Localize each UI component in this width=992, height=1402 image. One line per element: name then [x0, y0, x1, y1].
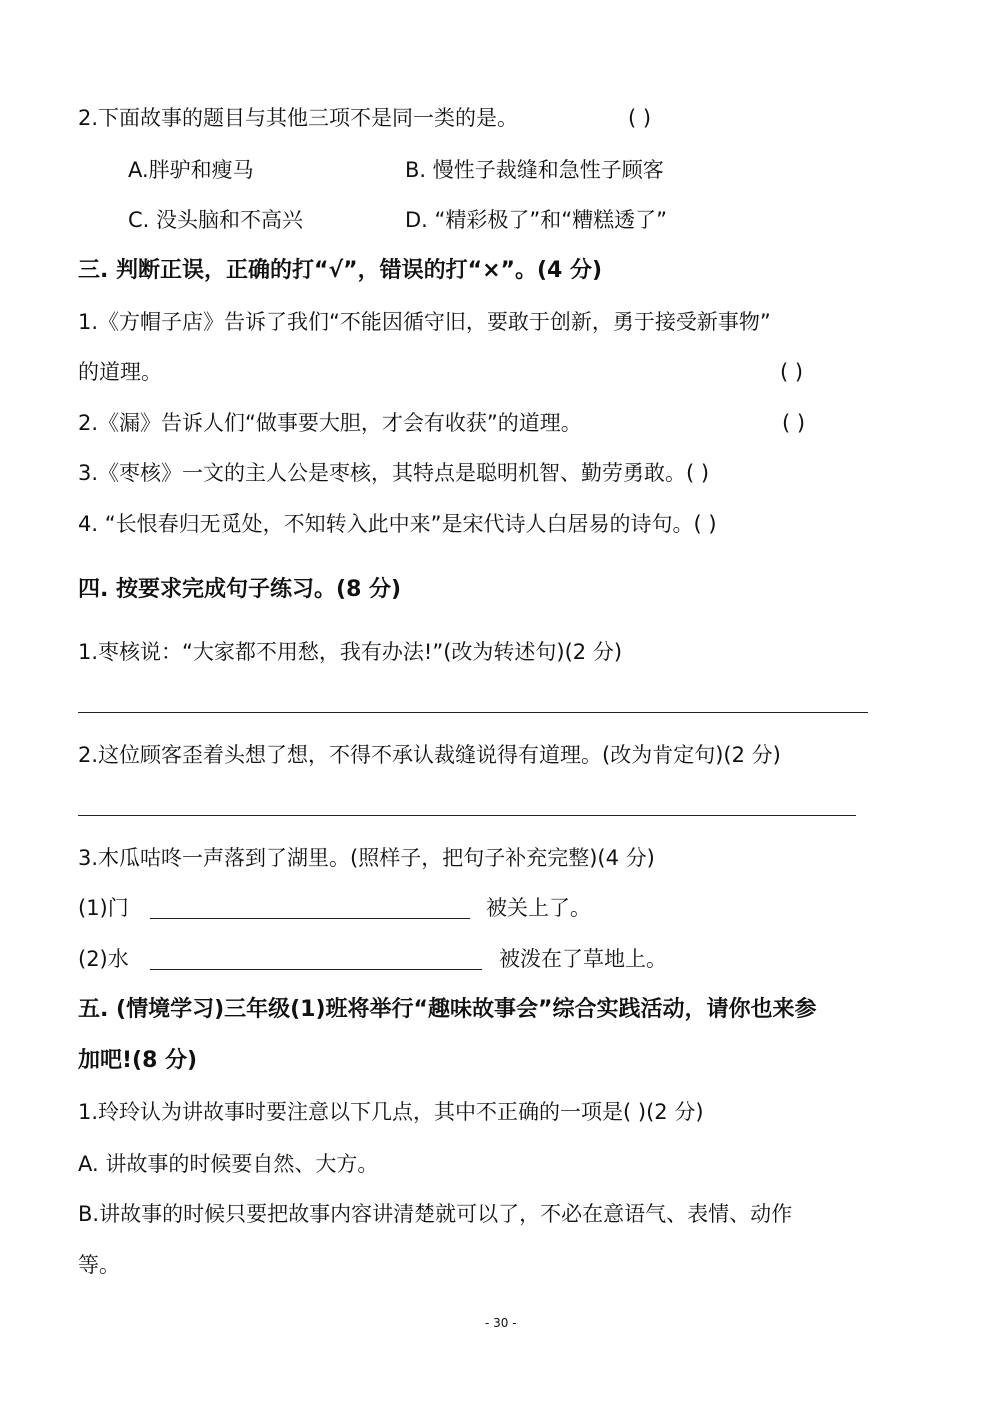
section-3-item-1-line1: 1.《方帽子店》告诉了我们“不能因循守旧，要敢于创新，勇于接受新事物” — [78, 310, 771, 334]
section-4-q3-2-suffix: 被泼在了草地上。 — [499, 947, 667, 971]
section-3-heading: 三. 判断正误，正确的打“√”，错误的打“×”。(4 分) — [78, 258, 603, 283]
section-4-question-3: 3.木瓜咕咚一声落到了湖里。(照样子，把句子补充完整)(4 分) — [78, 846, 655, 870]
page-number: - 30 - — [485, 1316, 517, 1330]
section-4-question-2: 2.这位顾客歪着头想了想，不得不承认裁缝说得有道理。(改为肯定句)(2 分) — [78, 743, 781, 767]
section-3-item-2: 2.《漏》告诉人们“做事要大胆，才会有收获”的道理。 — [78, 411, 582, 435]
option-a: A.胖驴和瘦马 — [128, 158, 254, 182]
section-5-heading-line1: 五. (情境学习)三年级(1)班将举行“趣味故事会”综合实践活动，请你也来参 — [78, 997, 817, 1022]
section-5-heading-line2: 加吧!(8 分) — [78, 1048, 198, 1073]
option-b: B. 慢性子裁缝和急性子顾客 — [405, 158, 664, 182]
answer-line-q3-1[interactable] — [150, 918, 470, 919]
section-3-item-2-paren[interactable]: ( ) — [782, 411, 806, 435]
section-4-heading: 四. 按要求完成句子练习。(8 分) — [78, 577, 402, 602]
option-c: C. 没头脑和不高兴 — [128, 208, 304, 232]
section-3-item-4: 4. “长恨春归无觅处，不知转入此中来”是宋代诗人白居易的诗句。( ) — [78, 512, 717, 536]
section-4-q3-1-prefix: (1)门 — [78, 896, 129, 920]
answer-line-q2[interactable] — [78, 815, 856, 816]
section-5-option-b-line2: 等。 — [78, 1253, 120, 1277]
section-3-item-1-paren[interactable]: ( ) — [780, 360, 804, 384]
section-5-option-b-line1: B.讲故事的时候只要把故事内容讲清楚就可以了，不必在意语气、表情、动作 — [78, 1202, 793, 1226]
section-4-q3-1-suffix: 被关上了。 — [486, 896, 591, 920]
section-5-option-a: A. 讲故事的时候要自然、大方。 — [78, 1152, 379, 1176]
answer-line-q3-2[interactable] — [150, 969, 482, 970]
section-3-item-1-line2: 的道理。 — [78, 360, 162, 384]
question-2-2-answer-paren[interactable]: ( ) — [628, 106, 652, 130]
question-2-2-text: 2.下面故事的题目与其他三项不是同一类的是。 — [78, 106, 519, 130]
section-4-q3-2-prefix: (2)水 — [78, 947, 129, 971]
section-4-question-1: 1.枣核说：“大家都不用愁，我有办法!”(改为转述句)(2 分) — [78, 640, 623, 664]
option-d: D. “精彩极了”和“糟糕透了” — [405, 208, 668, 232]
answer-line-q1[interactable] — [78, 712, 868, 713]
section-3-item-3: 3.《枣核》一文的主人公是枣核，其特点是聪明机智、勤劳勇敢。( ) — [78, 461, 710, 485]
section-5-question-1: 1.玲玲认为讲故事时要注意以下几点，其中不正确的一项是( )(2 分) — [78, 1100, 704, 1124]
